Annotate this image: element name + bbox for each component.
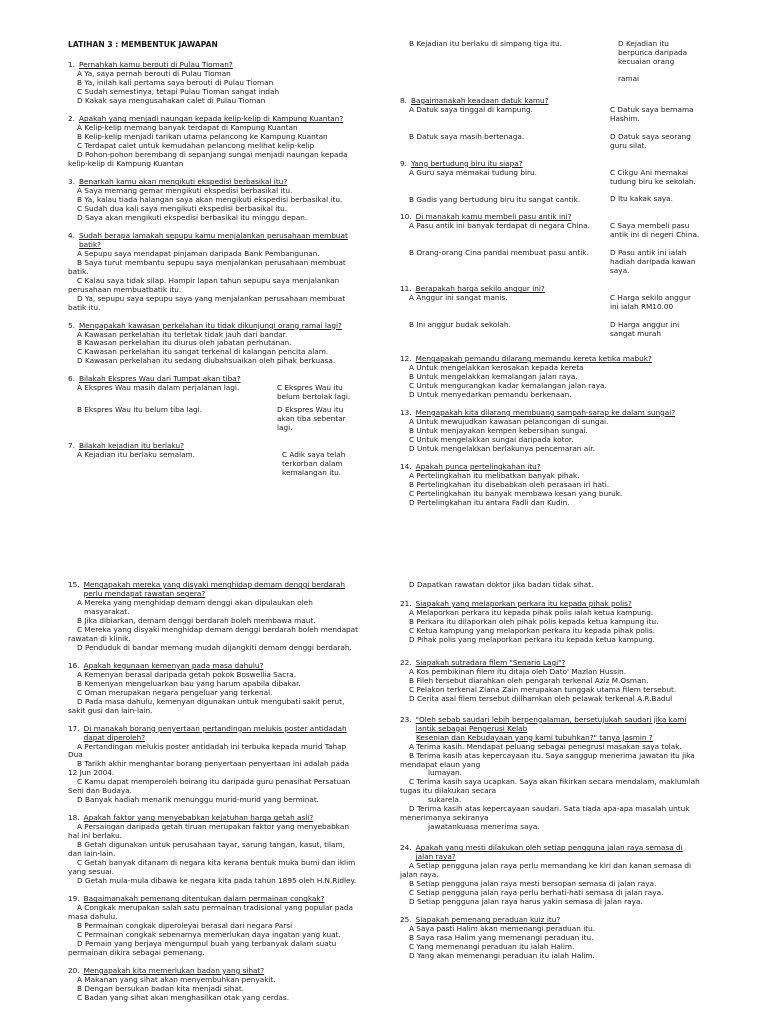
option-a: A Anggur ini sangat manis. [409,293,508,303]
page-title: LATIHAN 3 : MEMBENTUK JAWAPAN [68,40,218,49]
question-text: Benarkah kamu akan mengikuti ekspedisi berbasikal itu? [78,176,288,186]
option-c: C Adik saya telah terkorban dalam kemalangan itu. [282,450,346,478]
option-b: B Saya rasa Halim yang memenangi peraduan itu. [409,932,594,942]
option-b-continued: lumayan. [428,768,462,778]
question-text: Yang bertudung biru itu siapa? [410,158,523,168]
question-number: 13. [400,407,412,417]
option-d: D Pasu antik ini ialah hadiah daripada kawan saya. [610,248,696,276]
question-24 [400,844,700,907]
question-5 [68,322,356,367]
question-number: 19. [68,894,80,904]
question-6 [68,375,356,433]
option-d: D Penduduk di bandar memang mudah dijangkiti demam denggi berdarah. [77,642,352,652]
option-d: D Untuk mengelakkan berlakunya pencemaran air. [409,443,595,453]
option-d: D Pemain yang berjaya mengumpul buah yang terbanyak dalam suatu permainan dikira sebagai pemenang. [68,938,337,957]
option-a: A Untuk mengelakkan kerosakan kepada kereta [409,362,584,372]
option-a: A Makanan yang sihat akan menyembuhkan penyakit. [77,974,276,984]
question-number: 11. [400,284,412,294]
question-text: Apakah yang mesti dilakukan oleh setiap pengguna jalan raya semasa di jalan raya? [415,843,683,862]
option-c: C Harga sekilo anggur ini ialah RM10.00 [610,293,692,312]
option-a: A Datuk saya tinggal di kampung. [409,104,533,114]
question-text: Apakah faktor yang menyebabkan kejatuhan harga getah asli? [83,813,314,823]
question-9 [400,160,700,205]
option-b: B Permainan congkak diperoleyai berasal dari negara Parsi [77,920,293,930]
question-text: Di manakah borang penyertaan pertandingan melukis poster antidadah dapat diperoleh? [83,723,347,742]
question-number: 3. [68,176,75,186]
question-14 [400,463,700,508]
question-number: 1. [68,60,75,70]
option-b: B Ini anggur budak sekolah. [409,320,511,330]
question-text-continued: Kesenian dan Kebudayaan yang kami tubuhkan?" tanya Jasmin ? [416,732,653,742]
option-a: A Kejadian itu berlaku semalam. [77,450,195,460]
question-text: Apakah kegunaan kemenyan pada masa dahulu? [83,660,264,670]
option-b: B Kejadian itu berlaku di simpang tiga itu. [409,39,562,48]
question-text: Mengapakah kawasan perkelahan itu tidak dikunjungi orang ramai lagi? [78,320,342,330]
option-a: A Setiap pengguna jalan raya perlu memandang ke kiri dan kanan semasa di jalan raya. [400,861,692,880]
question-7-continued [400,40,700,84]
question-text: Bilakah kejadian itu berlaku? [78,441,184,451]
option-d: D Dapatkan rawatan doktor jika badan tidak sihat. [409,580,594,589]
option-d-continued: jawatankuasa menerima saya. [428,822,540,832]
top-right-column [400,40,700,517]
option-a: A Terima kasih. Mendapat peluang sebagai penegrusi masakan saya tolak. [409,741,682,751]
option-c: C Ekspres Wau itu belum bertolak lagi. [277,383,351,402]
option-c: C Saya membeli pasu antik ini di negeri China. [610,221,700,240]
option-b: B Ekspres Wau itu belum tiba lagi. [77,405,203,415]
option-c: C Oman merupakan negara pengeluar yang terkenal. [77,687,273,697]
option-b: B Kelip-kelip menjadi tarikan utama pelancong ke Kampung Kuantan [77,132,328,142]
option-c: C Sudah dua kali saya mengikuti ekspedisi berbasikal itu. [77,203,288,213]
option-c: C Kawasan perkelahan itu sangat terkenal di kalangan pencita alam. [77,347,329,357]
option-d: D Pada masa dahulu, kemenyan digunakan untuk mengubati sakit perut, sakit gusi dan lain-lain. [68,696,345,715]
question-text: Apakah punca pertelingkahan itu? [415,461,541,471]
option-c: C Badan yang sihat akan menghasilkan otak yang cerdas. [77,992,290,1002]
option-c: C Untuk mengurangkan kadar kemalangan jalan raya. [409,380,607,390]
question-text: Mengapakah kita dilarang membuang sampah-sarap ke dalam sungai? [415,407,676,417]
question-19 [68,895,360,958]
question-text: Mengapakah kita memerlukan badan yang sihat? [83,965,265,975]
question-number: 17. [68,723,80,733]
question-number: 12. [400,353,412,363]
option-d: D Ekspres Wau itu akan tiba sebentar lagi. [277,405,346,433]
option-b: B Untuk menjayakan kempen kebersihan sungai. [409,425,588,435]
option-d: D Kakak saya mengusahakan calet di Pulau Tioman [77,96,266,106]
option-b: B Ya, kalau tiada halangan saya akan mengikuti ekspedisi berbasikal itu. [77,194,343,204]
option-b: B Datuk saya masih bertenaga. [409,131,525,141]
option-c: C Permainan congkak sebenarnya memerlukan daya ingatan yang kuat. [77,929,341,939]
option-a: A Sepupu saya mendapat pinjaman daripada Bank Pembangunan. [77,248,320,258]
top-left-column [68,40,356,487]
question-text: Mengapakah pemandu dilarang memandu kereta ketika mabuk? [415,353,652,363]
question-text: Di manakah kamu membeli pasu antik ini? [415,212,572,222]
question-number: 8. [400,95,407,105]
question-number: 23. [400,714,412,724]
option-c: C Terima kasih saya ucapkan. Saya akan fikirkan secara mendalam, maklumlah tugas itu dilakukan secara [400,777,700,796]
option-c: C Datuk saya bernama Hashim. [610,104,694,123]
question-13 [400,409,700,454]
question-8 [400,97,700,151]
question-11 [400,285,700,339]
bottom-right-column [400,581,700,970]
question-20-continued [400,581,700,590]
option-b: B Kemenyan mengeluarkan bau yang harum apabila dibakar. [77,678,301,688]
question-number: 16. [68,660,80,670]
option-d: D Datuk saya seorang guru silat. [610,131,691,150]
option-a: A Ekspres Wau masih dalam perjalanan lagi. [77,383,240,393]
question-text: Bagaimanakah pemenang ditentukan dalam permainan congkak? [83,894,325,904]
option-d: D Untuk menyedarkan pemandu berkenaan. [409,389,572,399]
question-25 [400,916,700,961]
question-number: 22. [400,657,412,667]
question-3 [68,178,356,223]
option-d: D Pihak polis yang melaporkan perkara itu kepada ketua kampung. [409,634,655,644]
option-c: C Sudah semestinya, tetapi Pulau Tioman sangat indah [77,87,280,97]
option-d: D Yang akan memenangi peraduan itu ialah Halim. [409,950,595,960]
question-text: Apakah yang menjadi naungan kepada kelip-kelip di Kampung Kuantan? [78,114,344,124]
option-c-continued: sukarela. [428,795,462,805]
question-16 [68,662,360,716]
option-c: C Ketua kampung yang melaporkan perkara itu kepada pihak polis. [409,625,656,635]
question-number: 15. [68,580,80,589]
option-b: B Saya turut membantu sepupu saya menjalankan perusahaan membuat batik. [68,257,346,276]
question-17 [68,725,360,806]
question-text: Siapakah pemenang peraduan kuiz itu? [415,915,561,925]
option-b: B Orang-orang Cina pandai membuat pasu antik. [409,248,589,258]
option-d: D Cerita asal filem tersebut diilhamkan oleh pelawak terkenal A.R.Badul [409,693,673,703]
option-d: D Ya, sepupu saya sepupu saya yang menjalankan perusahaan membuat batik itu. [68,293,346,312]
option-a: A Ya, saya pernah berouti di Pulau Tioman [77,69,231,79]
option-a: A Guru saya memakai tudung biru. [409,167,537,177]
question-text: Berapakah harga sekilo anggur ini? [415,284,545,294]
option-d: D Banyak hadiah menarik menunggu murid-murid yang berminat. [77,795,319,805]
question-number: 20. [68,965,80,975]
option-c: C Terdapat calet untuk kemudahan pelancong melihat kelip-kelip [77,141,315,151]
option-b: B Setiap pengguna jalan raya mesti bersopan semasa di jalan raya. [409,879,657,889]
option-c: C Pertelingkahan itu banyak membawa kesan yang buruk. [409,488,623,498]
option-b: B Fileh tersebut diarahkan oleh pengarah terkenal Aziz M.Osman. [409,675,649,685]
question-number: 25. [400,915,412,925]
question-1 [68,61,356,106]
option-d: D Terima kasih atas kepercayaan saudari. Sata tiada apa-apa masalah untuk menerimanya sekiranya [400,804,690,823]
option-c: C Untuk mengelakkan sungai daripada kotor. [409,434,574,444]
option-a: A Melaporkan perkara itu kepada pihak polis ialah ketua kampung. [409,607,654,617]
option-d: D Itu kakak saya. [610,194,673,204]
option-c: C Kamu dapat memperoleh boirang itu daripada guru penasihat Persatuan Seni dan Budaya. [68,777,351,796]
option-d: D Saya akan mengikuti ekspedisi berbasikal itu minggu depan. [77,212,308,222]
bottom-left-column [68,581,360,1012]
option-b: B Perkara itu dilaporkan oleh pihak polis kepada ketua kampung itu. [409,616,659,626]
option-b: B Tarikh akhir menghantar borang penyertaan penyertaan ini adalah pada 12 Jun 2004. [68,759,350,778]
question-number: 21. [400,598,412,608]
option-d: D Harga anggur ini sangat murah [610,320,680,338]
option-b: B Ya, inilah kali pertama saya berouti di Pulau Tioman [77,78,274,88]
option-c: C Kalau saya tidak silap. Hampir lapan tahun sepupu saya menjalankan perusahaan membuatbatik itu. [68,275,340,294]
question-2 [68,115,356,169]
question-number: 14. [400,461,412,471]
option-b: B Terima kasih atas kepercayaan itu. Saya sanggup menerima jawatan itu jika mendapat elaun yang [400,750,695,769]
option-a: A Kelip-kelip memang banyak terdapat di Kampung Kuantan [77,123,298,133]
option-a: A Saya memang gemar mengikuti ekspedisi berbasikal itu. [77,185,293,195]
option-a: A Persaingan daripada getah tiruan merupakan faktor yang menyebabkan hal ini berlaku. [68,822,349,841]
question-18 [68,814,360,886]
option-d: D Setiap pengguna jalan raya harus yakin semasa di jalan raya. [409,897,643,907]
question-text: Siapakah sutradara filem "Senario Lagi"? [415,657,566,667]
question-text: "Oleh sebab saudari lebih berpengalaman, bersetujukah saudari jika kami lantik sebagai Pengerusi Kelab [415,714,687,733]
question-12 [400,355,700,400]
question-4 [68,232,356,313]
option-a: A Untuk mewujudkan kawasan pelancongan di sungai. [409,416,609,426]
option-c: C Setiap pengguna jalan raya perlu berhati-hati semasa di jalan raya. [409,888,664,898]
question-text: Sudah berapa lamakah sepupu kamu menjalankan perusahaan membuat batik? [78,230,348,249]
question-text: Mengapakah mereka yang disyaki menghidap demam denggi berdarah perlu mendapat rawatan segera? [83,580,345,598]
question-number: 2. [68,114,75,124]
question-20 [68,967,360,1003]
option-a: A Saya pasti Halim akan memenangi peraduan itu. [409,924,596,933]
option-a: A Pasu antik ini banyak terdapat di negara China. [409,221,590,231]
question-text: Siapakah yang melaporkan perkara itu kepada pihak polis? [415,598,632,608]
option-d: D Pohon-pohon berembang di sepanjang sungai menjadi naungan kepada kelip-kelip di Kampung Kuantan [68,150,348,169]
question-number: 10. [400,212,412,222]
option-a: A Kemenyan berasal daripada getah pokok Boswellia Sacra. [77,669,297,679]
question-15 [68,581,360,653]
question-22 [400,659,700,704]
option-c: C Pelakon terkenal Ziana Zain merupakan tunggak utama filem tersebut. [409,684,677,694]
option-c: C Getah banyak ditanam di negara kita kerana bentuk muka bumi dan iklim yang sesuai. [68,858,356,877]
question-number: 5. [68,320,75,330]
question-number: 24. [400,843,412,853]
question-21 [400,600,700,645]
option-a: A Congkak merupakan salah satu permainan tradisional yang popular pada masa dahulu. [68,903,353,921]
question-text: Bilakah Ekspres Wau dari Tumpat akan tiba? [78,374,241,384]
question-10 [400,213,700,276]
question-7 [68,442,356,478]
option-a: A Kos pembikinan filem itu ditaja oleh Dato' Mazlan Hussin. [409,666,627,676]
option-d: D Kejadian itu berpunca daripada kecuaian orang [618,38,688,66]
option-a: A Kawasan perkelahan itu terletak tidak jauh dari bandar. [77,329,288,339]
option-c: C Yang memenangi peraduan itu ialah Halim. [409,941,575,951]
option-b: B Kawasan perkelahan itu diurus oleh jabatan perhutanan. [77,338,292,348]
option-d: D Kawasan perkelahan itu sedang diubahsuaikan oleh pihak berkuasa. [77,356,336,366]
option-d: D Getah mula-mula dibawa ke negara kita pada tahun 1895 oleh H.N.Ridley. [77,876,357,886]
option-b: B Dengan bersukan badan kita menjadi sihat. [77,983,245,993]
question-number: 6. [68,374,75,384]
option-d: D Pertelingkahan itu antara Fadli dan Kudin. [409,497,570,507]
option-b: B Gadis yang bertudung biru itu sangat cantik. [409,194,581,204]
question-23 [400,716,700,833]
question-number: 9. [400,158,407,168]
option-b: B Getah digunakan untuk perusahaan tayar, sarung tangan, kasut, tilam, dan lain-lain. [68,840,345,859]
option-b: B Untuk mengelakkan kemalangan jalan raya. [409,371,578,381]
question-text: Pernahkah kamu berouti di Pulau Tioman? [78,60,233,70]
question-number: 4. [68,230,75,240]
option-a: A Pertelingkahan itu melibatkan banyak pihak. [409,470,580,480]
option-a: A Mereka yang menghidap demam denggi akan dipulaukan oleh masyarakat. [77,597,313,616]
question-number: 18. [68,813,80,823]
option-b: B Jika dibiarkan, demam denggi berdarah boleh membawa maut. [77,615,316,625]
option-c: C Cikgu Ani memakai tudung biru ke sekolah. [610,167,696,186]
option-c: C Mereka yang disyaki menghidap demam denggi berdarah boleh mendapat rawatan di klinik. [68,624,359,643]
option-d-continued: ramai [618,73,640,83]
option-a: A Pertandingan melukis poster antidadah ini terbuka kepada murid Tahap Dua [68,741,347,760]
question-text: Bagaimanakah keadaan datuk kamu? [410,95,549,105]
option-b: B Pertelingkahan itu disebabkan oleh perasaan iri hati. [409,479,610,489]
question-number: 7. [68,441,75,451]
